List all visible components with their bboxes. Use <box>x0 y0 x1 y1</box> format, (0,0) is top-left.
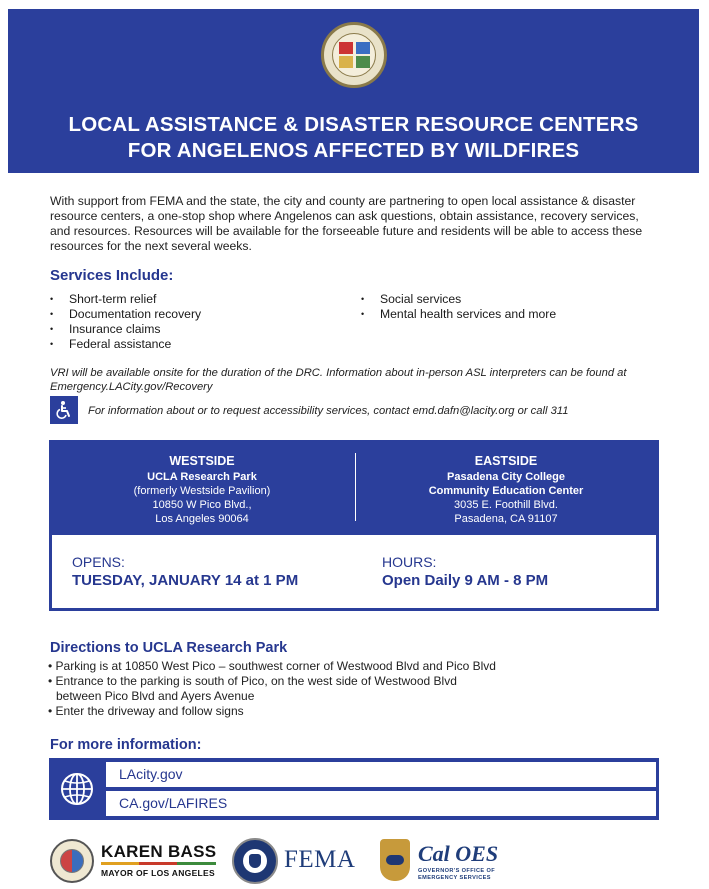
westside-location <box>52 454 352 526</box>
locations-header <box>52 443 656 535</box>
directions-heading: Directions to UCLA Research Park <box>50 640 288 656</box>
intro-paragraph: With support from FEMA and the state, the city and county are partnering to open local assistance & disaster resource centers, a one-stop shop where Angelenos can ask questions, obtain assistance, recovery services, and resources. Resources will be available for the forseeable future and residents will be able to access these resources for the next several weeks. <box>50 194 643 253</box>
eastside-line2: Community Education Center <box>428 485 584 497</box>
more-info-links <box>49 758 659 820</box>
opens-value: TUESDAY, JANUARY 14 at 1 PM <box>72 572 299 589</box>
services-list-left <box>50 292 201 352</box>
fema-logo: FEMA <box>284 846 356 873</box>
title-line-2: FOR ANGELENOS AFFECTED BY WILDFIRES <box>127 139 580 162</box>
services-heading: Services Include: <box>50 267 174 284</box>
locations-box <box>49 440 659 611</box>
globe-icon <box>59 771 95 807</box>
footer-logos <box>0 830 709 889</box>
eastside-line4: Pasadena, CA 91107 <box>454 513 558 525</box>
services-list-right <box>361 292 556 322</box>
list-item: • Documentation recovery <box>50 307 201 322</box>
list-item: • Social services <box>361 292 556 307</box>
cal-oes-shield-icon <box>380 839 410 881</box>
link-lacity[interactable]: LAcity.gov <box>106 762 656 787</box>
eastside-location <box>356 454 656 526</box>
mayor-name: KAREN BASS <box>101 842 217 861</box>
title-line-1: LOCAL ASSISTANCE & DISASTER RESOURCE CENTERS <box>68 113 639 136</box>
wheelchair-accessibility-icon <box>50 396 78 424</box>
eastside-line3: 3035 E. Foothill Blvd. <box>454 499 558 511</box>
hours-label: HOURS: <box>382 554 437 570</box>
eastside-title: EASTSIDE <box>474 454 538 468</box>
list-item: • Insurance claims <box>50 322 201 337</box>
los-angeles-seal-icon <box>50 839 94 883</box>
list-item: • Short-term relief <box>50 292 201 307</box>
cal-oes-subtitle: GOVERNOR'S OFFICE OF EMERGENCY SERVICES <box>418 868 496 881</box>
more-info-heading: For more information: <box>50 737 202 753</box>
list-item: between Pico Blvd and Ayers Avenue <box>56 689 255 703</box>
opens-label: OPENS: <box>72 554 125 570</box>
list-item: • Mental health services and more <box>361 307 556 322</box>
westside-line2: (formerly Westside Pavilion) <box>133 485 271 497</box>
vri-note: VRI will be available onsite for the duration of the DRC. Information about in-person ASL interpreters can be found at Emergency.LACity.gov/Recovery <box>50 367 627 393</box>
list-item: • Parking is at 10850 West Pico – southwest corner of Westwood Blvd and Pico Blvd <box>48 659 496 673</box>
list-item: • Entrance to the parking is south of Pico, on the west side of Westwood Blvd <box>48 674 457 688</box>
hours-value: Open Daily 9 AM - 8 PM <box>382 572 549 589</box>
cal-oes-logo: Cal OES <box>418 841 499 866</box>
mayor-logo-bar <box>101 862 216 865</box>
link-ca-gov-lafires[interactable]: CA.gov/LAFIRES <box>106 791 656 816</box>
eastside-name: Pasadena City College <box>447 471 565 483</box>
westside-name: UCLA Research Park <box>147 471 257 483</box>
accessibility-text: For information about or to request accessibility services, contact emd.dafn@lacity.org or call 311 <box>88 405 569 417</box>
westside-line3: 10850 W Pico Blvd., <box>152 499 252 511</box>
westside-line4: Los Angeles 90064 <box>155 513 249 525</box>
list-item: • Federal assistance <box>50 337 201 352</box>
homeland-security-seal-icon <box>232 838 278 884</box>
directions-list <box>48 659 496 719</box>
mayor-title: MAYOR OF LOS ANGELES <box>101 868 215 878</box>
city-of-los-angeles-seal-icon <box>321 22 387 88</box>
westside-title: WESTSIDE <box>169 454 235 468</box>
page-title <box>8 112 699 164</box>
list-item: • Enter the driveway and follow signs <box>48 704 244 718</box>
